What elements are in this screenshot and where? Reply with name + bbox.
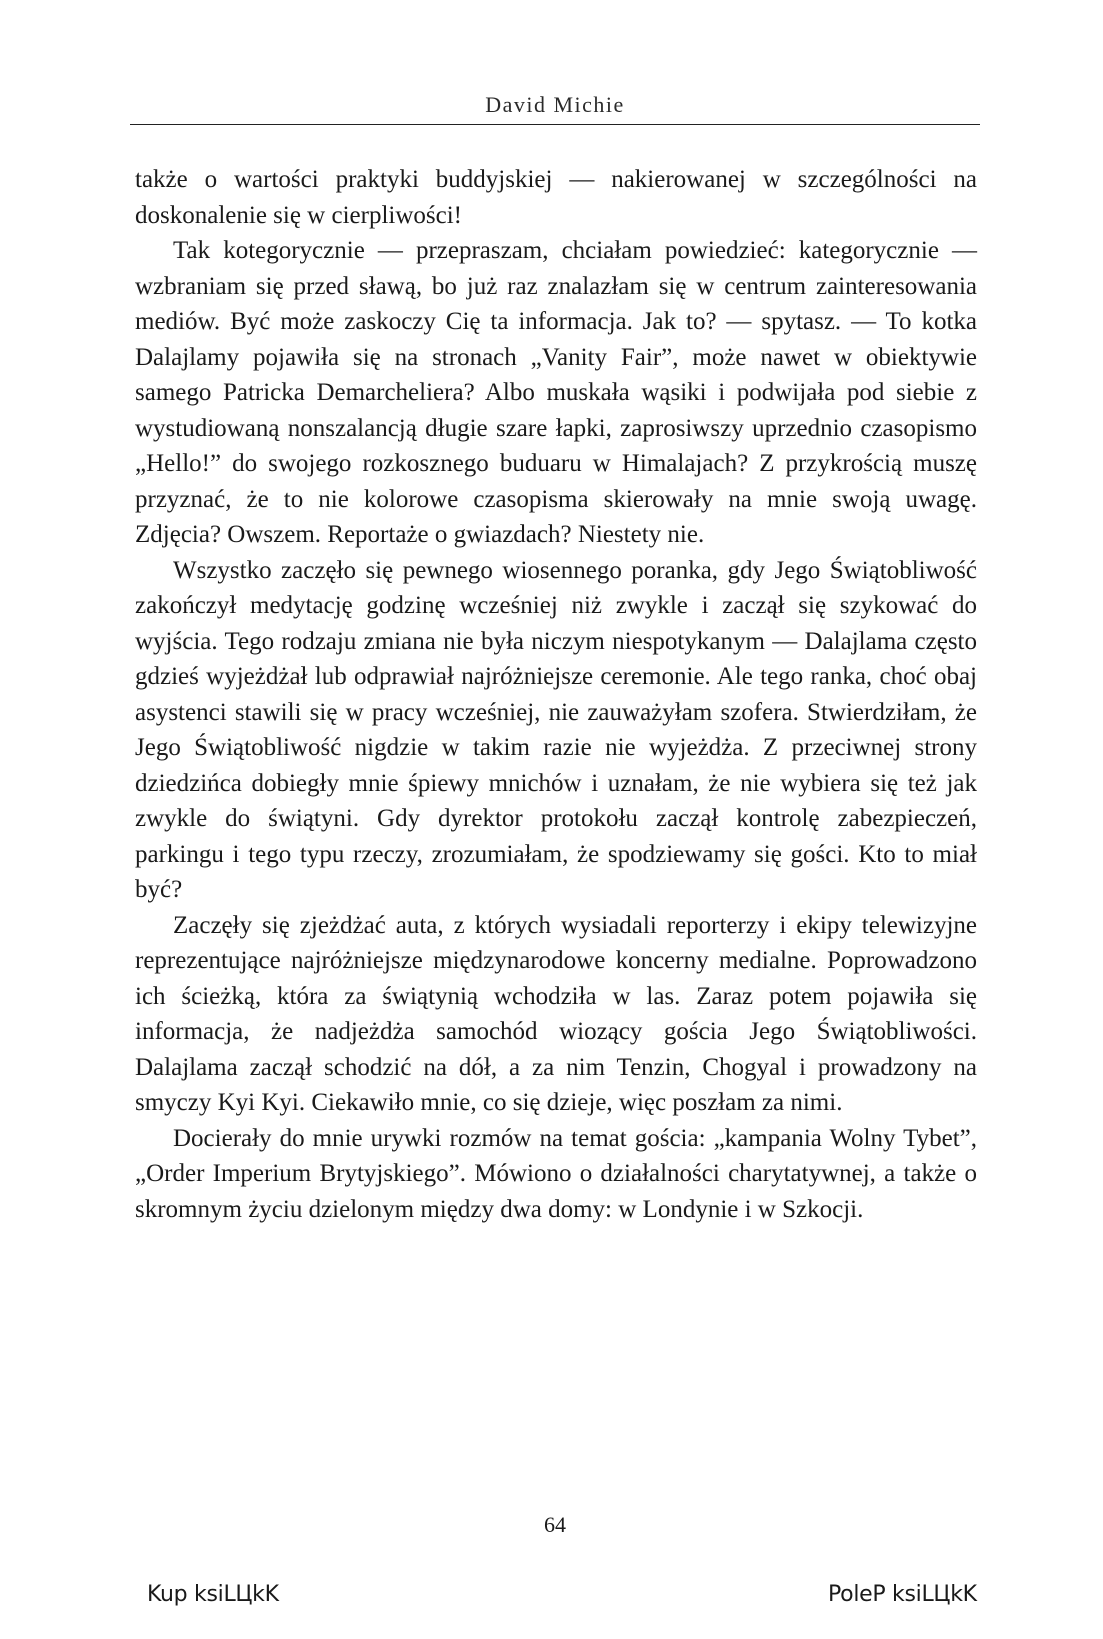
header-rule: [130, 124, 980, 125]
page-number: 64: [544, 1512, 566, 1537]
paragraph: Docierały do mnie urywki rozmów na temat gościa: „kampania Wolny Tybet”, „Order Imperium Brytyjskiego”. Mówiono o działalności charytatywnej, a także o skromnym życiu dzielonym między dwa domy: w Londynie i w Szkocji.: [135, 1124, 977, 1223]
paragraph: Zaczęły się zjeżdżać auta, z których wysiadali reporterzy i ekipy telewizyjne reprezentujące najróżniejsze międzynarodowe koncerny medialne. Poprowadzono ich ścieżką, która za świątynią wchodziła w las. Zaraz potem pojawiła się informacja, że nadjeżdża samochód wiozący gościa Jego Świątobliwości. Dalajlama zaczął schodzić na dół, a za nim Tenzin, Chogyal i prowadzony na smyczy Kyi Kyi. Ciekawiło mnie, co się dzieje, więc poszłam za nimi.: [135, 911, 977, 1116]
buy-book-link[interactable]: Kup ksiLЦkK: [147, 1582, 279, 1607]
paragraph: Tak kotegorycznie — przepraszam, chciałam powiedzieć: kategorycznie — wzbraniam się przed sławą, bo już raz znalazłam się w centrum zainteresowania mediów. Być może zaskoczy Cię ta informacja. Jak to? — spytasz. — To kotka Dalajlamy pojawiła się na stronach „Vanity Fair”, może nawet w obiektywie samego Patricka Demarcheliera? Albo muskała wąsiki i podwijała pod siebie z wystudiowaną nonszalancją długie szare łapki, zaprosiwszy uprzednio czasopismo „Hello!” do swojego rozkosznego buduaru w Himalajach? Z przykrością muszę przyznać, że to nie kolorowe czasopisma skierowały na mnie swoją uwagę. Zdjęcia? Owszem. Reportaże o gwiazdach? Niestety nie.: [135, 237, 977, 548]
body-text: [135, 162, 977, 1227]
paragraph: także o wartości praktyki buddyjskiej — nakierowanej w szczególności na doskonalenie się w cierpliwości!: [135, 166, 977, 229]
recommend-book-link[interactable]: PoleP ksiLЦkK: [828, 1582, 977, 1607]
running-head-title: David Michie: [485, 92, 625, 117]
paragraph: Wszystko zaczęło się pewnego wiosennego poranka, gdy Jego Świątobliwość zakończył medytację godzinę wcześniej niż zwykle i zaczął się szykować do wyjścia. Tego rodzaju zmiana nie była niczym niespotykanym — Dalajlama często gdzieś wyjeżdżał lub odprawiał najróżniejsze ceremonie. Ale tego ranka, choć obaj asystenci stawili się w pracy wcześniej, nie zauważyłam szofera. Stwierdziłam, że Jego Świątobliwość nigdzie w takim razie nie wyjeżdża. Z przeciwnej strony dziedzińca dobiegły mnie śpiewy mnichów i uznałam, że nie wybiera się też jak zwykle do świątyni. Gdy dyrektor protokołu zaczął kontrolę zabezpieczeń, parkingu i tego typu rzeczy, zrozumiałam, że spodziewamy się gości. Kto to miał być?: [135, 556, 977, 903]
